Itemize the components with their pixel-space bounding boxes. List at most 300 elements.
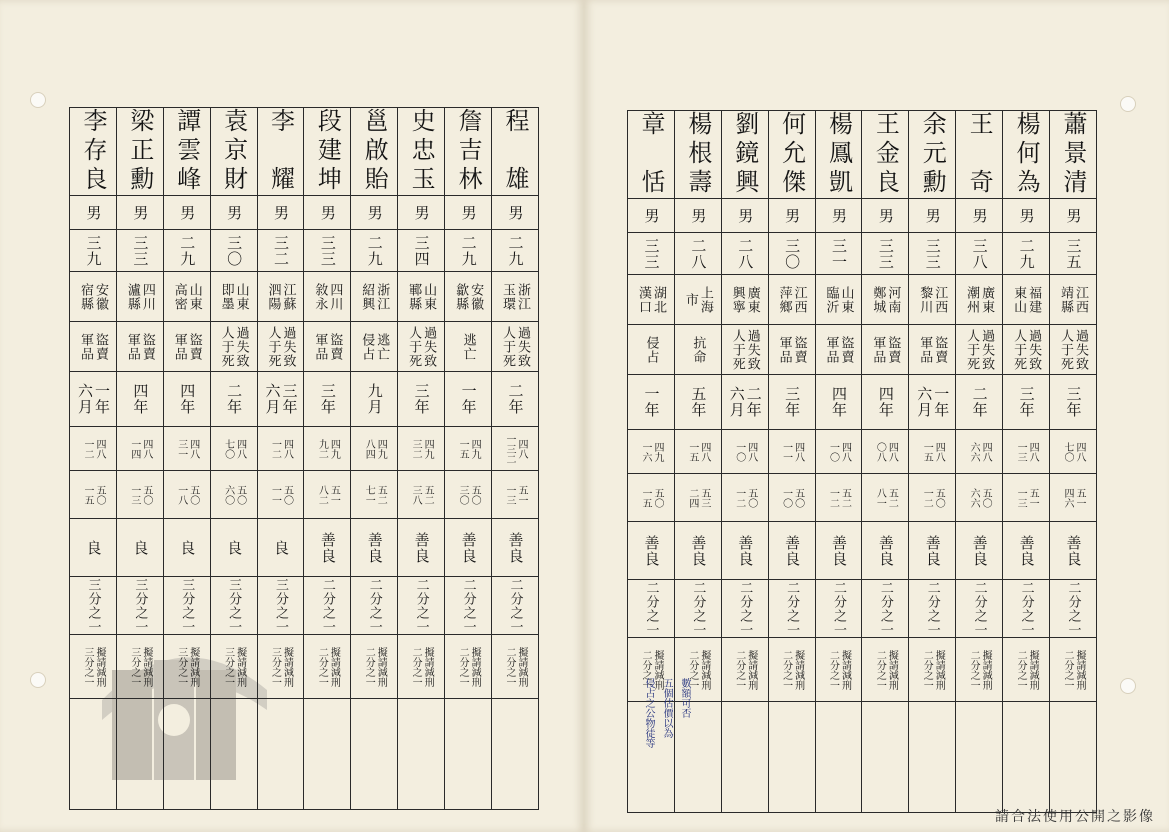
cell-text: 四八 <box>187 438 199 459</box>
cell-text: 三分之一 <box>179 577 195 634</box>
cell-name <box>909 111 956 199</box>
cell-text: 梁正勳 <box>125 108 154 195</box>
cell-v1 <box>163 427 210 471</box>
cell-text: 二分之一 <box>733 649 745 690</box>
cell-name <box>1050 111 1097 199</box>
cell-conduct <box>210 519 257 577</box>
cell-ratio <box>909 580 956 638</box>
cell-conduct <box>257 519 304 577</box>
cell-text: 二九 <box>506 234 525 267</box>
cell-text: 善良 <box>689 534 708 567</box>
cell-text: 良 <box>131 539 150 556</box>
table-row-sentence <box>628 375 1097 430</box>
cell-text: 五〇 <box>933 487 945 508</box>
cell-text: 六月 <box>75 383 94 415</box>
cell-text: 五二 <box>839 487 851 508</box>
cell-crime <box>163 322 210 372</box>
cell-text: 二年 <box>506 383 525 415</box>
cell-text: 安徽 <box>92 282 108 311</box>
cell-v1 <box>956 430 1003 474</box>
cell-origin <box>956 275 1003 325</box>
cell-text: 六六 <box>968 441 980 462</box>
cell-sex <box>956 199 1003 233</box>
cell-text: 四九 <box>651 441 663 462</box>
cell-v2 <box>304 471 351 519</box>
cell-text: 靖縣 <box>1058 285 1073 314</box>
cell-origin <box>768 275 815 325</box>
cell-text: 善良 <box>1064 534 1083 567</box>
cell-text: 一三二 <box>504 433 515 464</box>
cell-crime <box>351 322 398 372</box>
cell-age <box>956 233 1003 275</box>
cell-text: 四九 <box>328 438 340 459</box>
cell-v1 <box>351 427 398 471</box>
cell-text: 盜賣 <box>139 332 155 361</box>
cell-conduct <box>721 522 768 580</box>
table-row-name <box>70 108 539 196</box>
cell-text: 萍鄉 <box>776 285 792 314</box>
cell-text: 六月 <box>915 386 934 418</box>
cell-text: 三年 <box>1017 386 1036 418</box>
cell-text: 程 雄 <box>501 108 529 195</box>
table-row-blank <box>70 699 539 810</box>
cell-text: 六月 <box>727 386 746 418</box>
cell-v2 <box>862 474 909 522</box>
table-row-ratio <box>628 580 1097 638</box>
punch-hole <box>30 672 46 688</box>
cell-text: 四八 <box>698 441 710 462</box>
table-row-origin <box>70 272 539 322</box>
cell-crime <box>398 322 445 372</box>
cell-text: 二九 <box>1017 237 1036 270</box>
cell-name <box>70 108 117 196</box>
cell-text: 鄆縣 <box>406 282 422 311</box>
cell-crime <box>628 325 675 375</box>
cell-crime <box>909 325 956 375</box>
cell-text: 三一 <box>830 237 848 270</box>
cell-text: 史忠玉 <box>407 108 436 195</box>
cell-remark <box>351 635 398 699</box>
cell-text: 男 <box>365 204 384 221</box>
cell-text: 擬請減刑 <box>839 649 851 690</box>
cell-text: 山東 <box>233 282 249 311</box>
cell-age <box>815 233 862 275</box>
cell-age <box>116 230 163 272</box>
cell-sex <box>1003 199 1050 233</box>
cell-text: 二八 <box>689 237 708 270</box>
cell-text: 良 <box>225 539 244 556</box>
cell-sex <box>721 199 768 233</box>
cell-text: 盜賣 <box>791 335 807 364</box>
cell-text: 敘永 <box>312 282 328 311</box>
cell-text: 軍品 <box>312 332 328 361</box>
cell-blank <box>815 702 862 813</box>
cell-text: 男 <box>876 207 895 224</box>
cell-text: 擬請減刑 <box>698 649 710 690</box>
cell-ratio <box>721 580 768 638</box>
cell-name <box>351 108 398 196</box>
cell-v1 <box>445 427 492 471</box>
punch-hole <box>1120 96 1136 112</box>
cell-v1 <box>674 430 721 474</box>
cell-remark <box>768 638 815 702</box>
cell-text: 三分之一 <box>175 646 187 687</box>
cell-text: 四八 <box>234 438 246 459</box>
cell-text: 三分之一 <box>81 646 93 687</box>
note-line: 數額可否 <box>679 678 690 718</box>
cell-text: 二分之一 <box>968 649 980 690</box>
table-row-sex <box>628 199 1097 233</box>
cell-blank <box>956 702 1003 813</box>
cell-text: 廣東 <box>744 285 760 314</box>
cell-v2 <box>398 471 445 519</box>
cell-sex <box>768 199 815 233</box>
cell-sentence <box>351 372 398 427</box>
cell-text: 興寧 <box>729 285 745 314</box>
cell-text: 四八 <box>886 441 898 462</box>
cell-v2 <box>445 471 492 519</box>
cell-text: 軍品 <box>77 332 93 361</box>
cell-text: 李存良 <box>78 108 107 195</box>
cell-text: 人于死 <box>964 328 980 371</box>
cell-text: 五〇 <box>980 487 992 508</box>
cell-sex <box>163 196 210 230</box>
table-row-sex <box>70 196 539 230</box>
cell-text: 二分之一 <box>363 646 375 687</box>
cell-ratio <box>815 580 862 638</box>
cell-blank <box>1003 702 1050 813</box>
cell-text: 盜賣 <box>186 332 202 361</box>
cell-text: 男 <box>1017 207 1036 224</box>
cell-sex <box>1050 199 1097 233</box>
cell-sentence <box>721 375 768 430</box>
cell-text: 〇八 <box>874 441 886 462</box>
cell-text: 八二 <box>316 484 328 505</box>
cell-text: 軍品 <box>917 335 933 364</box>
cell-text: 善良 <box>412 531 431 564</box>
right-register-table <box>627 110 1097 813</box>
cell-text: 二分之一 <box>504 646 515 687</box>
cell-sentence <box>70 372 117 427</box>
punch-hole <box>30 92 46 108</box>
cell-remark <box>956 638 1003 702</box>
cell-blank <box>257 699 304 810</box>
cell-text: 男 <box>318 204 337 221</box>
cell-text: 善良 <box>923 534 942 567</box>
cell-age <box>70 230 117 272</box>
cell-sentence <box>492 372 539 427</box>
cell-crime <box>304 322 351 372</box>
cell-v2 <box>628 474 675 522</box>
cell-sex <box>351 196 398 230</box>
cell-text: 三三 <box>642 237 661 270</box>
cell-age <box>721 233 768 275</box>
cell-text: 安徽 <box>468 282 484 311</box>
cell-text: 一二 <box>921 487 933 508</box>
cell-text: 四八 <box>1027 441 1039 462</box>
table-row-v2 <box>70 471 539 519</box>
cell-text: 臨沂 <box>823 285 839 314</box>
cell-text: 宿縣 <box>77 282 93 311</box>
cell-remark <box>257 635 304 699</box>
cell-crime <box>116 322 163 372</box>
cell-text: 男 <box>1064 207 1083 224</box>
cell-text: 盜賣 <box>92 332 108 361</box>
cell-origin <box>628 275 675 325</box>
cell-text: 善良 <box>459 531 478 564</box>
cell-text: 三〇 <box>457 484 469 505</box>
cell-text: 二八 <box>736 237 755 270</box>
table-row-crime <box>628 325 1097 375</box>
cell-blank <box>398 699 445 810</box>
cell-text: 三三 <box>923 237 942 270</box>
cell-origin <box>304 272 351 322</box>
usage-watermark: 請合法使用公開之影像 <box>995 809 1155 825</box>
cell-text: 軍品 <box>870 335 886 364</box>
cell-text: 盜賣 <box>327 332 343 361</box>
cell-text: 一五 <box>457 438 469 459</box>
note-line: 五個估價以為 <box>661 678 672 738</box>
cell-text: 四年 <box>131 383 150 415</box>
cell-text: 二分之一 <box>827 649 839 690</box>
cell-text: 譚雲峰 <box>172 108 201 195</box>
cell-text: 四八 <box>93 438 105 459</box>
cell-text: 五〇 <box>792 487 804 508</box>
cell-blank <box>304 699 351 810</box>
cell-text: 一三 <box>128 484 140 505</box>
cell-text: 三〇 <box>783 237 802 270</box>
cell-text: 福建 <box>1026 285 1042 314</box>
cell-crime <box>1050 325 1097 375</box>
cell-text: 一〇 <box>780 487 792 508</box>
cell-text: 良 <box>84 539 103 556</box>
cell-text: 六六 <box>968 487 980 508</box>
cell-text: 擬請減刑 <box>140 646 152 687</box>
cell-sex <box>628 199 675 233</box>
cell-text: 擬請減刑 <box>328 646 340 687</box>
cell-name <box>1003 111 1050 199</box>
cell-text: 一五 <box>921 441 933 462</box>
cell-origin <box>721 275 768 325</box>
table-row-v1 <box>70 427 539 471</box>
cell-text: 擬請減刑 <box>1074 649 1085 690</box>
cell-text: 四川 <box>327 282 343 311</box>
cell-conduct <box>351 519 398 577</box>
cell-sentence <box>1050 375 1097 430</box>
cell-text: 二九 <box>178 234 197 267</box>
cell-text: 人于死 <box>500 325 515 368</box>
cell-text: 善良 <box>318 531 337 564</box>
cell-blank <box>909 702 956 813</box>
cell-text: 一一 <box>269 484 281 505</box>
cell-text: 四八 <box>792 441 804 462</box>
cell-text: 盜賣 <box>838 335 854 364</box>
cell-text: 潮州 <box>964 285 980 314</box>
cell-v2 <box>210 471 257 519</box>
cell-text: 紹興 <box>359 282 375 311</box>
cell-v1 <box>768 430 815 474</box>
table-row-remark <box>70 635 539 699</box>
cell-text: 三二 <box>272 234 290 267</box>
cell-text: 男 <box>783 207 802 224</box>
cell-text: 四九 <box>375 438 387 459</box>
table-row-conduct <box>70 519 539 577</box>
cell-text: 一二 <box>733 487 745 508</box>
cell-ratio <box>956 580 1003 638</box>
cell-text: 二分之一 <box>319 577 335 634</box>
cell-crime <box>862 325 909 375</box>
table-row-v1 <box>628 430 1097 474</box>
cell-conduct <box>163 519 210 577</box>
cell-text: 三二 <box>410 438 422 459</box>
cell-origin <box>862 275 909 325</box>
cell-text: 男 <box>642 207 661 224</box>
cell-crime <box>210 322 257 372</box>
cell-text: 一二 <box>827 487 839 508</box>
cell-text: 五一 <box>1027 487 1039 508</box>
cell-text: 五〇 <box>187 484 199 505</box>
cell-origin <box>1003 275 1050 325</box>
cell-sentence <box>628 375 675 430</box>
cell-text: 山東 <box>838 285 854 314</box>
cell-age <box>351 230 398 272</box>
cell-sentence <box>304 372 351 427</box>
cell-crime <box>1003 325 1050 375</box>
table-row-remark <box>628 638 1097 702</box>
cell-text: 三分之一 <box>222 646 234 687</box>
cell-text: 一六 <box>639 441 651 462</box>
cell-text: 四年 <box>178 383 197 415</box>
cell-text: 一二 <box>81 438 93 459</box>
cell-text: 三年 <box>412 383 431 415</box>
cell-text: 五〇 <box>745 487 757 508</box>
cell-remark <box>163 635 210 699</box>
cell-v1 <box>721 430 768 474</box>
cell-name <box>210 108 257 196</box>
cell-sex <box>116 196 163 230</box>
cell-v1 <box>815 430 862 474</box>
cell-text: 三分之一 <box>269 646 281 687</box>
cell-v2 <box>909 474 956 522</box>
cell-text: 逃亡 <box>374 332 390 361</box>
cell-v1 <box>909 430 956 474</box>
cell-origin <box>909 275 956 325</box>
cell-v2 <box>492 471 539 519</box>
cell-text: 二分之一 <box>737 580 753 637</box>
cell-sex <box>674 199 721 233</box>
cell-blank <box>116 699 163 810</box>
cell-text: 江西 <box>1073 285 1088 314</box>
cell-text: 一四 <box>128 438 140 459</box>
cell-text: 男 <box>178 204 197 221</box>
cell-text: 四八 <box>140 438 152 459</box>
cell-text: 二分之一 <box>1018 580 1034 637</box>
cell-text: 袁京財 <box>219 108 248 195</box>
cell-text: 李 耀 <box>266 108 295 195</box>
cell-text: 二分之一 <box>413 577 429 634</box>
cell-text: 擬請減刑 <box>281 646 293 687</box>
cell-remark <box>1003 638 1050 702</box>
cell-text: 擬請減刑 <box>886 649 898 690</box>
cell-text: 善良 <box>1017 534 1036 567</box>
cell-text: 二年 <box>744 386 763 418</box>
cell-origin <box>1050 275 1097 325</box>
table-row-ratio <box>70 577 539 635</box>
cell-remark <box>815 638 862 702</box>
cell-remark <box>210 635 257 699</box>
cell-text: 二分之一 <box>780 649 792 690</box>
cell-text: 五三 <box>698 487 710 508</box>
cell-text: 男 <box>84 204 103 221</box>
cell-text: 王金良 <box>871 111 900 198</box>
cell-name <box>257 108 304 196</box>
cell-text: 六月 <box>263 383 282 415</box>
cell-name <box>116 108 163 196</box>
cell-text: 二分之一 <box>686 649 698 690</box>
table-row-blank <box>628 702 1097 813</box>
cell-sentence <box>163 372 210 427</box>
cell-name <box>768 111 815 199</box>
cell-conduct <box>304 519 351 577</box>
cell-text: 人于死 <box>406 325 422 368</box>
cell-text: 玉環 <box>500 282 515 311</box>
cell-origin <box>815 275 862 325</box>
table-row-age <box>70 230 539 272</box>
cell-text: 四八 <box>1074 441 1085 462</box>
cell-text: 過失致 <box>421 325 437 368</box>
cell-text: 人于死 <box>218 325 234 368</box>
cell-name <box>721 111 768 199</box>
cell-text: 楊何為 <box>1012 111 1041 198</box>
cell-blank <box>768 702 815 813</box>
cell-name <box>862 111 909 199</box>
cell-v1 <box>304 427 351 471</box>
cell-blank <box>721 702 768 813</box>
cell-v1 <box>862 430 909 474</box>
cell-text: 盜賣 <box>885 335 901 364</box>
cell-conduct <box>815 522 862 580</box>
cell-v1 <box>70 427 117 471</box>
cell-name <box>956 111 1003 199</box>
cell-text: 五二 <box>422 484 434 505</box>
cell-text: 楊鳳凱 <box>824 111 853 198</box>
cell-text: 歙縣 <box>453 282 469 311</box>
cell-ratio <box>674 580 721 638</box>
cell-text: 軍品 <box>171 332 187 361</box>
cell-text: 三三 <box>131 234 150 267</box>
cell-name <box>163 108 210 196</box>
cell-text: 四年 <box>876 386 895 418</box>
cell-remark <box>70 635 117 699</box>
cell-ratio <box>1003 580 1050 638</box>
cell-v2 <box>815 474 862 522</box>
cell-sex <box>909 199 956 233</box>
cell-text: 良 <box>178 539 197 556</box>
cell-text: 擬請減刑 <box>516 646 527 687</box>
cell-v1 <box>492 427 539 471</box>
cell-sex <box>398 196 445 230</box>
cell-blank <box>351 699 398 810</box>
cell-conduct <box>445 519 492 577</box>
cell-text: 二分之一 <box>639 649 651 690</box>
cell-text: 一二 <box>269 438 281 459</box>
cell-v1 <box>398 427 445 471</box>
cell-text: 一年 <box>92 383 111 415</box>
cell-sex <box>257 196 304 230</box>
cell-ratio <box>116 577 163 635</box>
cell-crime <box>445 322 492 372</box>
cell-age <box>304 230 351 272</box>
